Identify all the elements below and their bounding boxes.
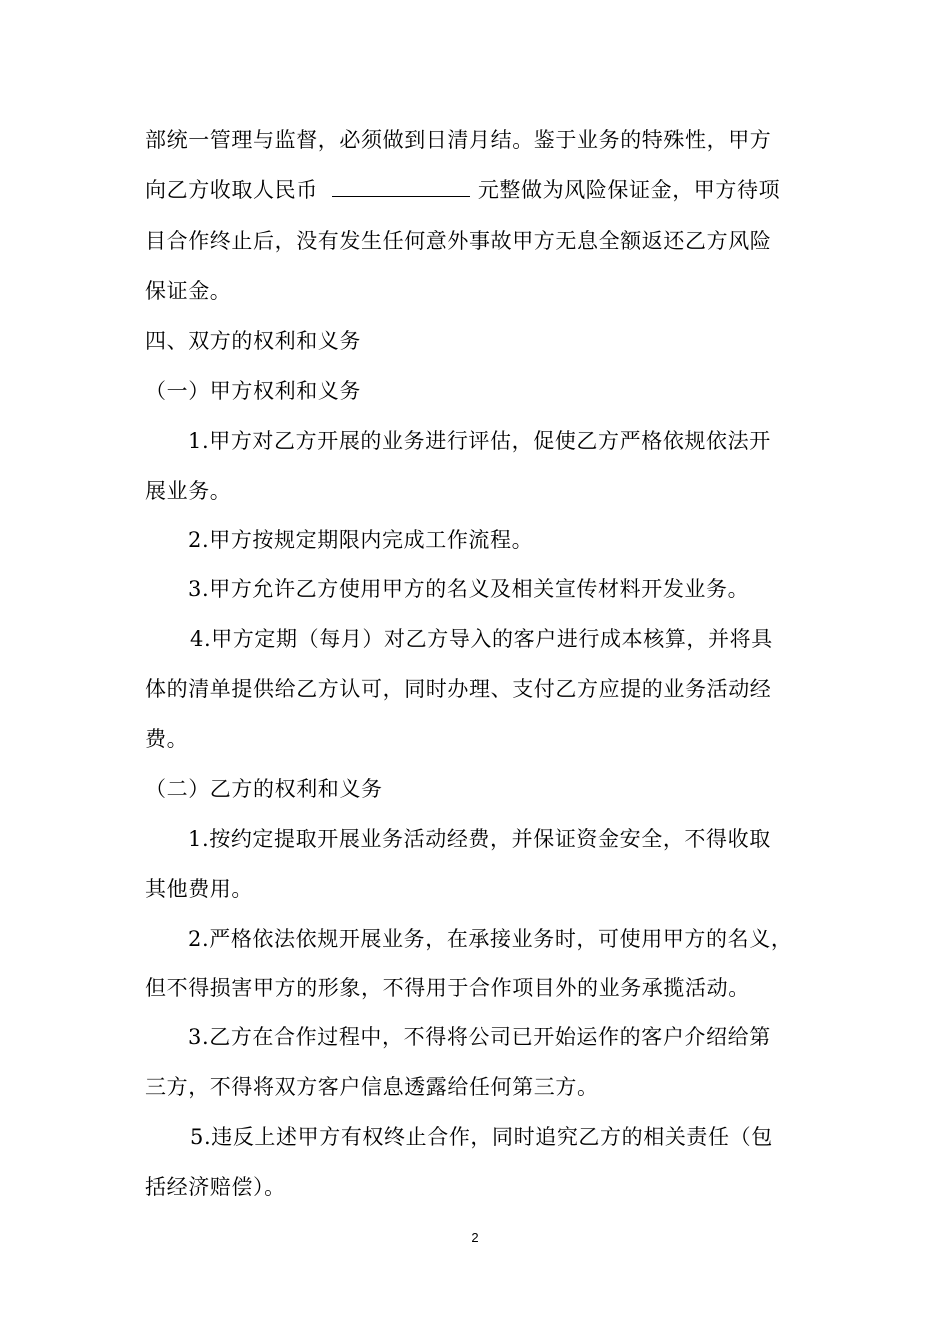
list-item: 3.乙方在合作过程中，不得将公司已开始运作的客户介绍给第 — [188, 1025, 771, 1049]
list-item-continuation: 三方，不得将双方客户信息透露给任何第三方。 — [145, 1075, 599, 1099]
list-item-continuation: 其他费用。 — [145, 877, 253, 901]
section-heading: 四、双方的权利和义务 — [145, 329, 361, 353]
subsection-heading: （一）甲方权利和义务 — [145, 379, 361, 403]
list-item-continuation: 费。 — [145, 727, 189, 751]
list-item: 1.甲方对乙方开展的业务进行评估，促使乙方严格依规依法开 — [188, 429, 771, 453]
list-item-continuation: 展业务。 — [145, 479, 232, 503]
amount-blank — [332, 176, 470, 197]
list-item-continuation: 但不得损害甲方的形象，不得用于合作项目外的业务承揽活动。 — [145, 976, 750, 1000]
list-item-continuation: 体的清单提供给乙方认可，同时办理、支付乙方应提的业务活动经 — [145, 677, 772, 701]
deposit-line — [145, 175, 780, 205]
list-item: 4.甲方定期（每月）对乙方导入的客户进行成本核算，并将具 — [190, 627, 773, 651]
list-item: 5.违反上述甲方有权终止合作，同时追究乙方的相关责任（包 — [190, 1125, 773, 1149]
deposit-line-before: 向乙方收取人民币 — [145, 178, 318, 202]
list-item: 1.按约定提取开展业务活动经费，并保证资金安全，不得收取 — [188, 827, 771, 851]
page-number: 2 — [471, 1230, 479, 1245]
list-item: 2.甲方按规定期限内完成工作流程。 — [188, 528, 534, 552]
deposit-line-after: 元整做为风险保证金，甲方待项 — [477, 178, 781, 202]
subsection-heading: （二）乙方的权利和义务 — [145, 777, 383, 801]
list-item: 3.甲方允许乙方使用甲方的名义及相关宣传材料开发业务。 — [188, 577, 750, 601]
paragraph-line: 部统一管理与监督，必须做到日清月结。鉴于业务的特殊性，甲方 — [145, 128, 772, 152]
list-item: 2.严格依法依规开展业务，在承接业务时，可使用甲方的名义， — [188, 927, 793, 951]
paragraph-line: 目合作终止后，没有发生任何意外事故甲方无息全额返还乙方风险 — [145, 229, 772, 253]
list-item-continuation: 括经济赔偿）。 — [145, 1175, 286, 1199]
paragraph-line: 保证金。 — [145, 279, 232, 303]
